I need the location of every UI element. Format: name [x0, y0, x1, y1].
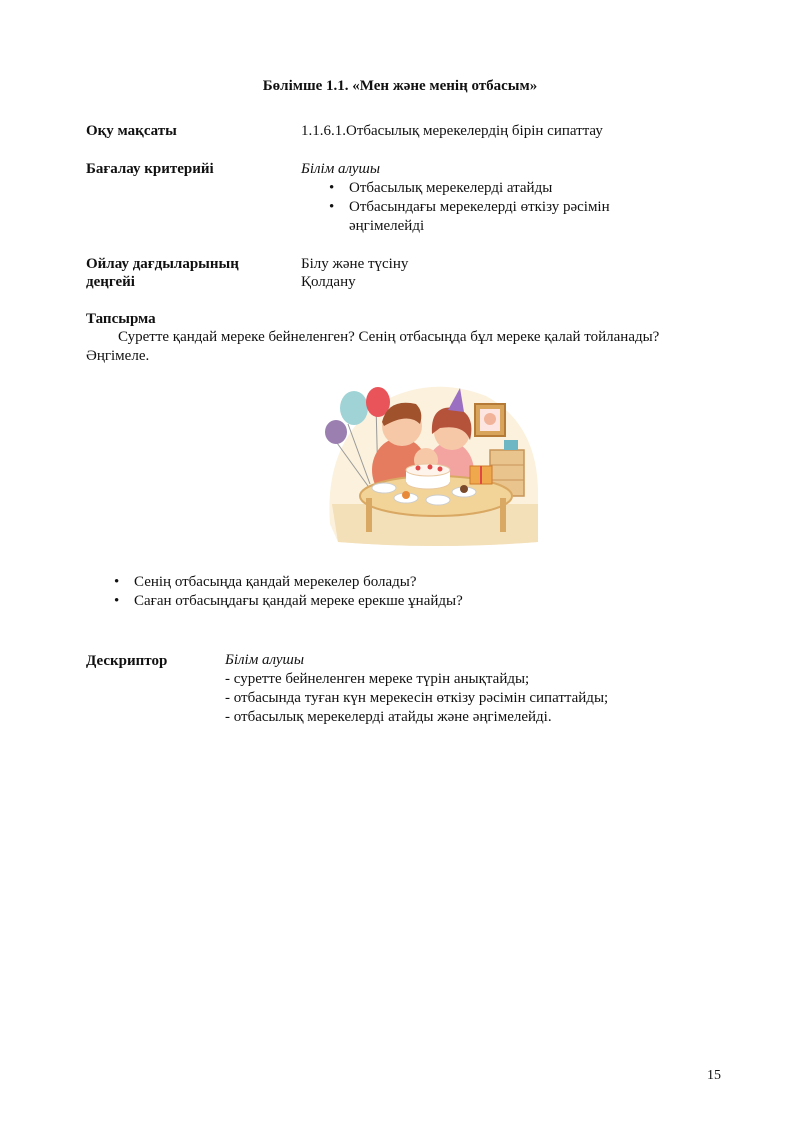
criteria-label: Бағалау критерийі	[86, 161, 214, 177]
question-item: • Саған отбасыңдағы қандай мереке ерекше ұнайды?	[110, 592, 463, 611]
criteria-item: • Отбасындағы мерекелерді өткізу рәсімін	[325, 198, 610, 217]
criteria-list	[325, 179, 610, 217]
thinking-value-line1: Білу және түсіну	[301, 256, 409, 272]
page-number: 15	[707, 1068, 721, 1083]
descriptor-item: - отбасында туған күн мерекесін өткізу рәсімін сипаттайды;	[225, 690, 609, 706]
descriptor-intro: Білім алушы	[225, 652, 305, 668]
objective-value: 1.1.6.1.Отбасылық мерекелердің бірін сипаттау	[301, 123, 603, 139]
criteria-item-continuation: әңгімелейді	[349, 218, 425, 234]
descriptor-item: - отбасылық мерекелерді атайды және әңгімелейді.	[225, 709, 552, 725]
thinking-value-line2: Қолдану	[301, 274, 356, 290]
birthday-party-picture	[318, 374, 542, 548]
section-title: Бөлімше 1.1. «Мен және менің отбасым»	[262, 78, 538, 94]
question-item: • Сенің отбасыңда қандай мерекелер болады?	[110, 573, 463, 592]
thinking-label-line2: деңгейі	[86, 274, 135, 290]
criteria-intro: Білім алушы	[301, 161, 381, 177]
task-label: Тапсырма	[86, 311, 156, 327]
task-text: Суретте қандай мереке бейнеленген? Сенің отбасыңда бұл мереке қалай тойланады? Әңгімеле.	[86, 329, 660, 364]
criteria-item: • Отбасылық мерекелерді атайды	[325, 179, 610, 198]
descriptor-item: - суретте бейнеленген мереке түрін анықтайды;	[225, 671, 530, 687]
descriptor-label: Дескриптор	[86, 653, 168, 669]
birthday-illustration	[318, 374, 542, 548]
objective-label: Оқу мақсаты	[86, 123, 177, 139]
thinking-label-line1: Ойлау дағдыларының	[86, 256, 239, 272]
descriptor-list	[225, 670, 608, 727]
questions-list	[110, 573, 463, 611]
